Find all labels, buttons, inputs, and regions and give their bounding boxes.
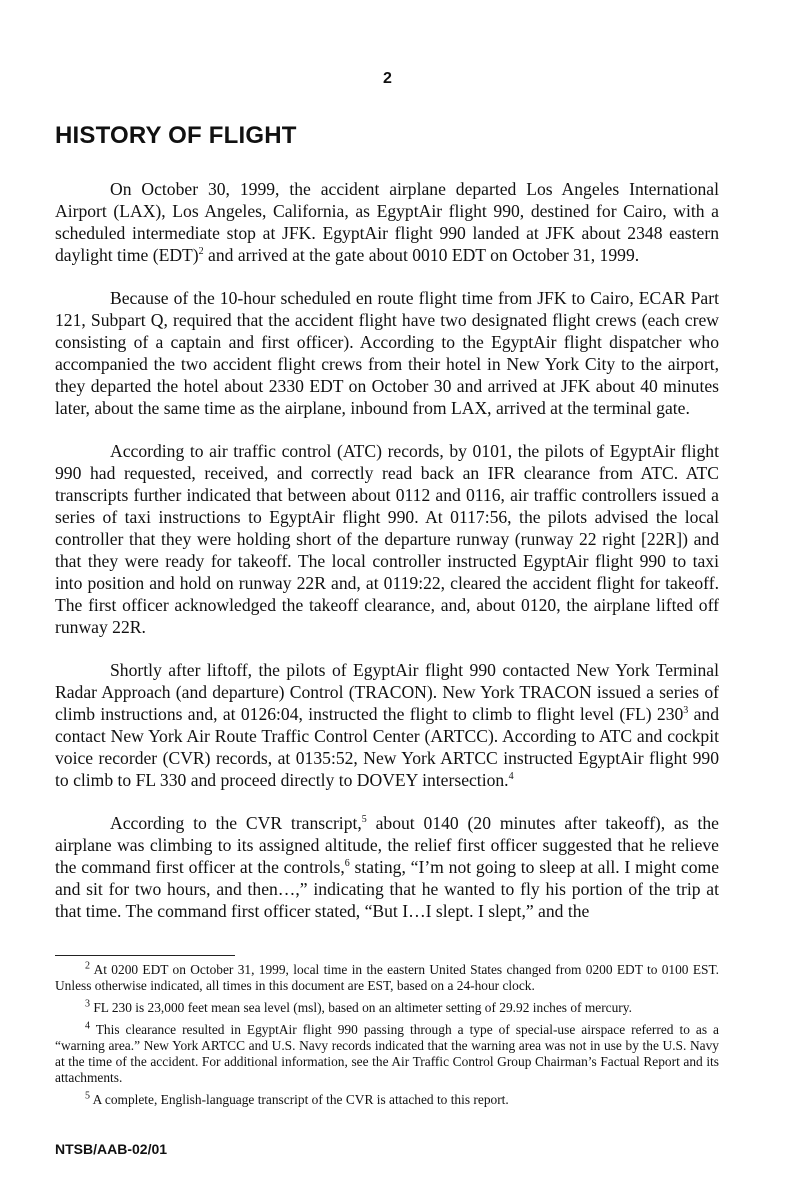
footnote-5: $^5$ A complete, English-language transcript of the CVR is attached to this report. (85, 1090, 509, 1107)
paragraph-3: According to air traffic control (ATC) records, by 0101, the pilots of EgyptAir flight 990 had requested, received, and correctly read back an IFR clearance from ATC. ATC transcripts further indicated that between about 0112 and 0116, air traffic controllers issued a series of taxi instructions to EgyptAir flight 990. At 0117:56, the pilots advised the local controller that they were holding short of the departure runway (runway 22 right [22R]) and that they were ready for takeoff. The local controller instructed EgyptAir flight 990 to taxi into position and hold on runway 22R and, at 0119:22, cleared the accident flight for takeoff. The first officer acknowledged the takeoff clearance, and, about 0120, the airplane lifted off runway 22R. (55, 441, 719, 637)
footnotes (55, 962, 719, 1114)
section-heading: HISTORY OF FLIGHT (55, 122, 297, 149)
paragraph-2: Because of the 10-hour scheduled en route flight time from JFK to Cairo, ECAR Part 121, Subpart Q, required that the accident flight have two designated flight crews (each crew consisting of a captain and first officer). According to the EgyptAir flight dispatcher who accompanied the two accident flight crews from their hotel in New York City to the airport, they departed the hotel about 2330 EDT on October 30 and arrived at JFK about 40 minutes later, about the same time as the airplane, inbound from LAX, arrived at the terminal gate. (55, 288, 719, 418)
footnote-ref-4[interactable]: 4 (508, 771, 514, 783)
footnote-3: $^3$ FL 230 is 23,000 feet mean sea level (msl), based on an altimeter setting of 29.92 inches of mercury. (85, 998, 632, 1015)
page-number: 2 (383, 70, 392, 87)
report-id-footer: NTSB/AAB-02/01 (55, 1141, 168, 1157)
footnote-4: $^4$ This clearance resulted in EgyptAir flight 990 passing through a type of special-use airspace referred to as a “warning area.” New York ARTCC and U.S. Navy records indicated that the warning area was not in use by the U.S. Navy at the time of the accident. For additional information, see the Air Traffic Control Group Chairman’s Factual Report and its attachments. (55, 1020, 719, 1085)
paragraph-4: Shortly after liftoff, the pilots of EgyptAir flight 990 contacted New York Terminal Radar Approach (and departure) Control (TRACON). New York TRACON issued a series of climb instructions and, at 0126:04, instructed the flight to climb to flight level (FL) $230^3$ and contact New York Air Route Traffic Control Center (ARTCC). According to ATC and cockpit voice recorder (CVR) records, at 0135:52, New York ARTCC instructed EgyptAir flight 990 to climb to FL 330 and proceed directly to DOVEY intersection.$^4$ (55, 660, 719, 790)
footnote-divider (55, 955, 235, 956)
body-text (55, 178, 719, 943)
footnote-ref-3[interactable]: 3 (683, 705, 689, 717)
paragraph-5: According to the CVR transcript,$^5$ about 0140 (20 minutes after takeoff), as the airplane was climbing to its assigned altitude, the relief first officer suggested that he relieve the command first officer at the controls,$^6$ stating, “I’m not going to sleep at all. I might come and sit for two hours, and then…,” indicating that he wanted to fly his portion of the trip at that time. The command first officer stated, “But I…I slept. I slept,” and the (55, 813, 720, 921)
footnote-ref-5[interactable]: 5 (361, 814, 367, 826)
paragraph-1: On October 30, 1999, the accident airplane departed Los Angeles International Airport (LAX), Los Angeles, California, as EgyptAir flight 990, destined for Cairo, with a scheduled intermediate stop at JFK. EgyptAir flight 990 landed at JFK about 2348 eastern daylight time (EDT)$^2$ and arrived at the gate about 0010 EDT on October 31, 1999. (55, 179, 719, 265)
footnote-ref-2[interactable]: 2 (198, 246, 204, 258)
footnote-ref-6[interactable]: 6 (344, 858, 350, 870)
footnote-2: $^2$ At 0200 EDT on October 31, 1999, local time in the eastern United States changed from 0200 EDT to 0100 EST. Unless otherwise indicated, all times in this document are EST, based on a 24-hour clock. (55, 960, 719, 993)
